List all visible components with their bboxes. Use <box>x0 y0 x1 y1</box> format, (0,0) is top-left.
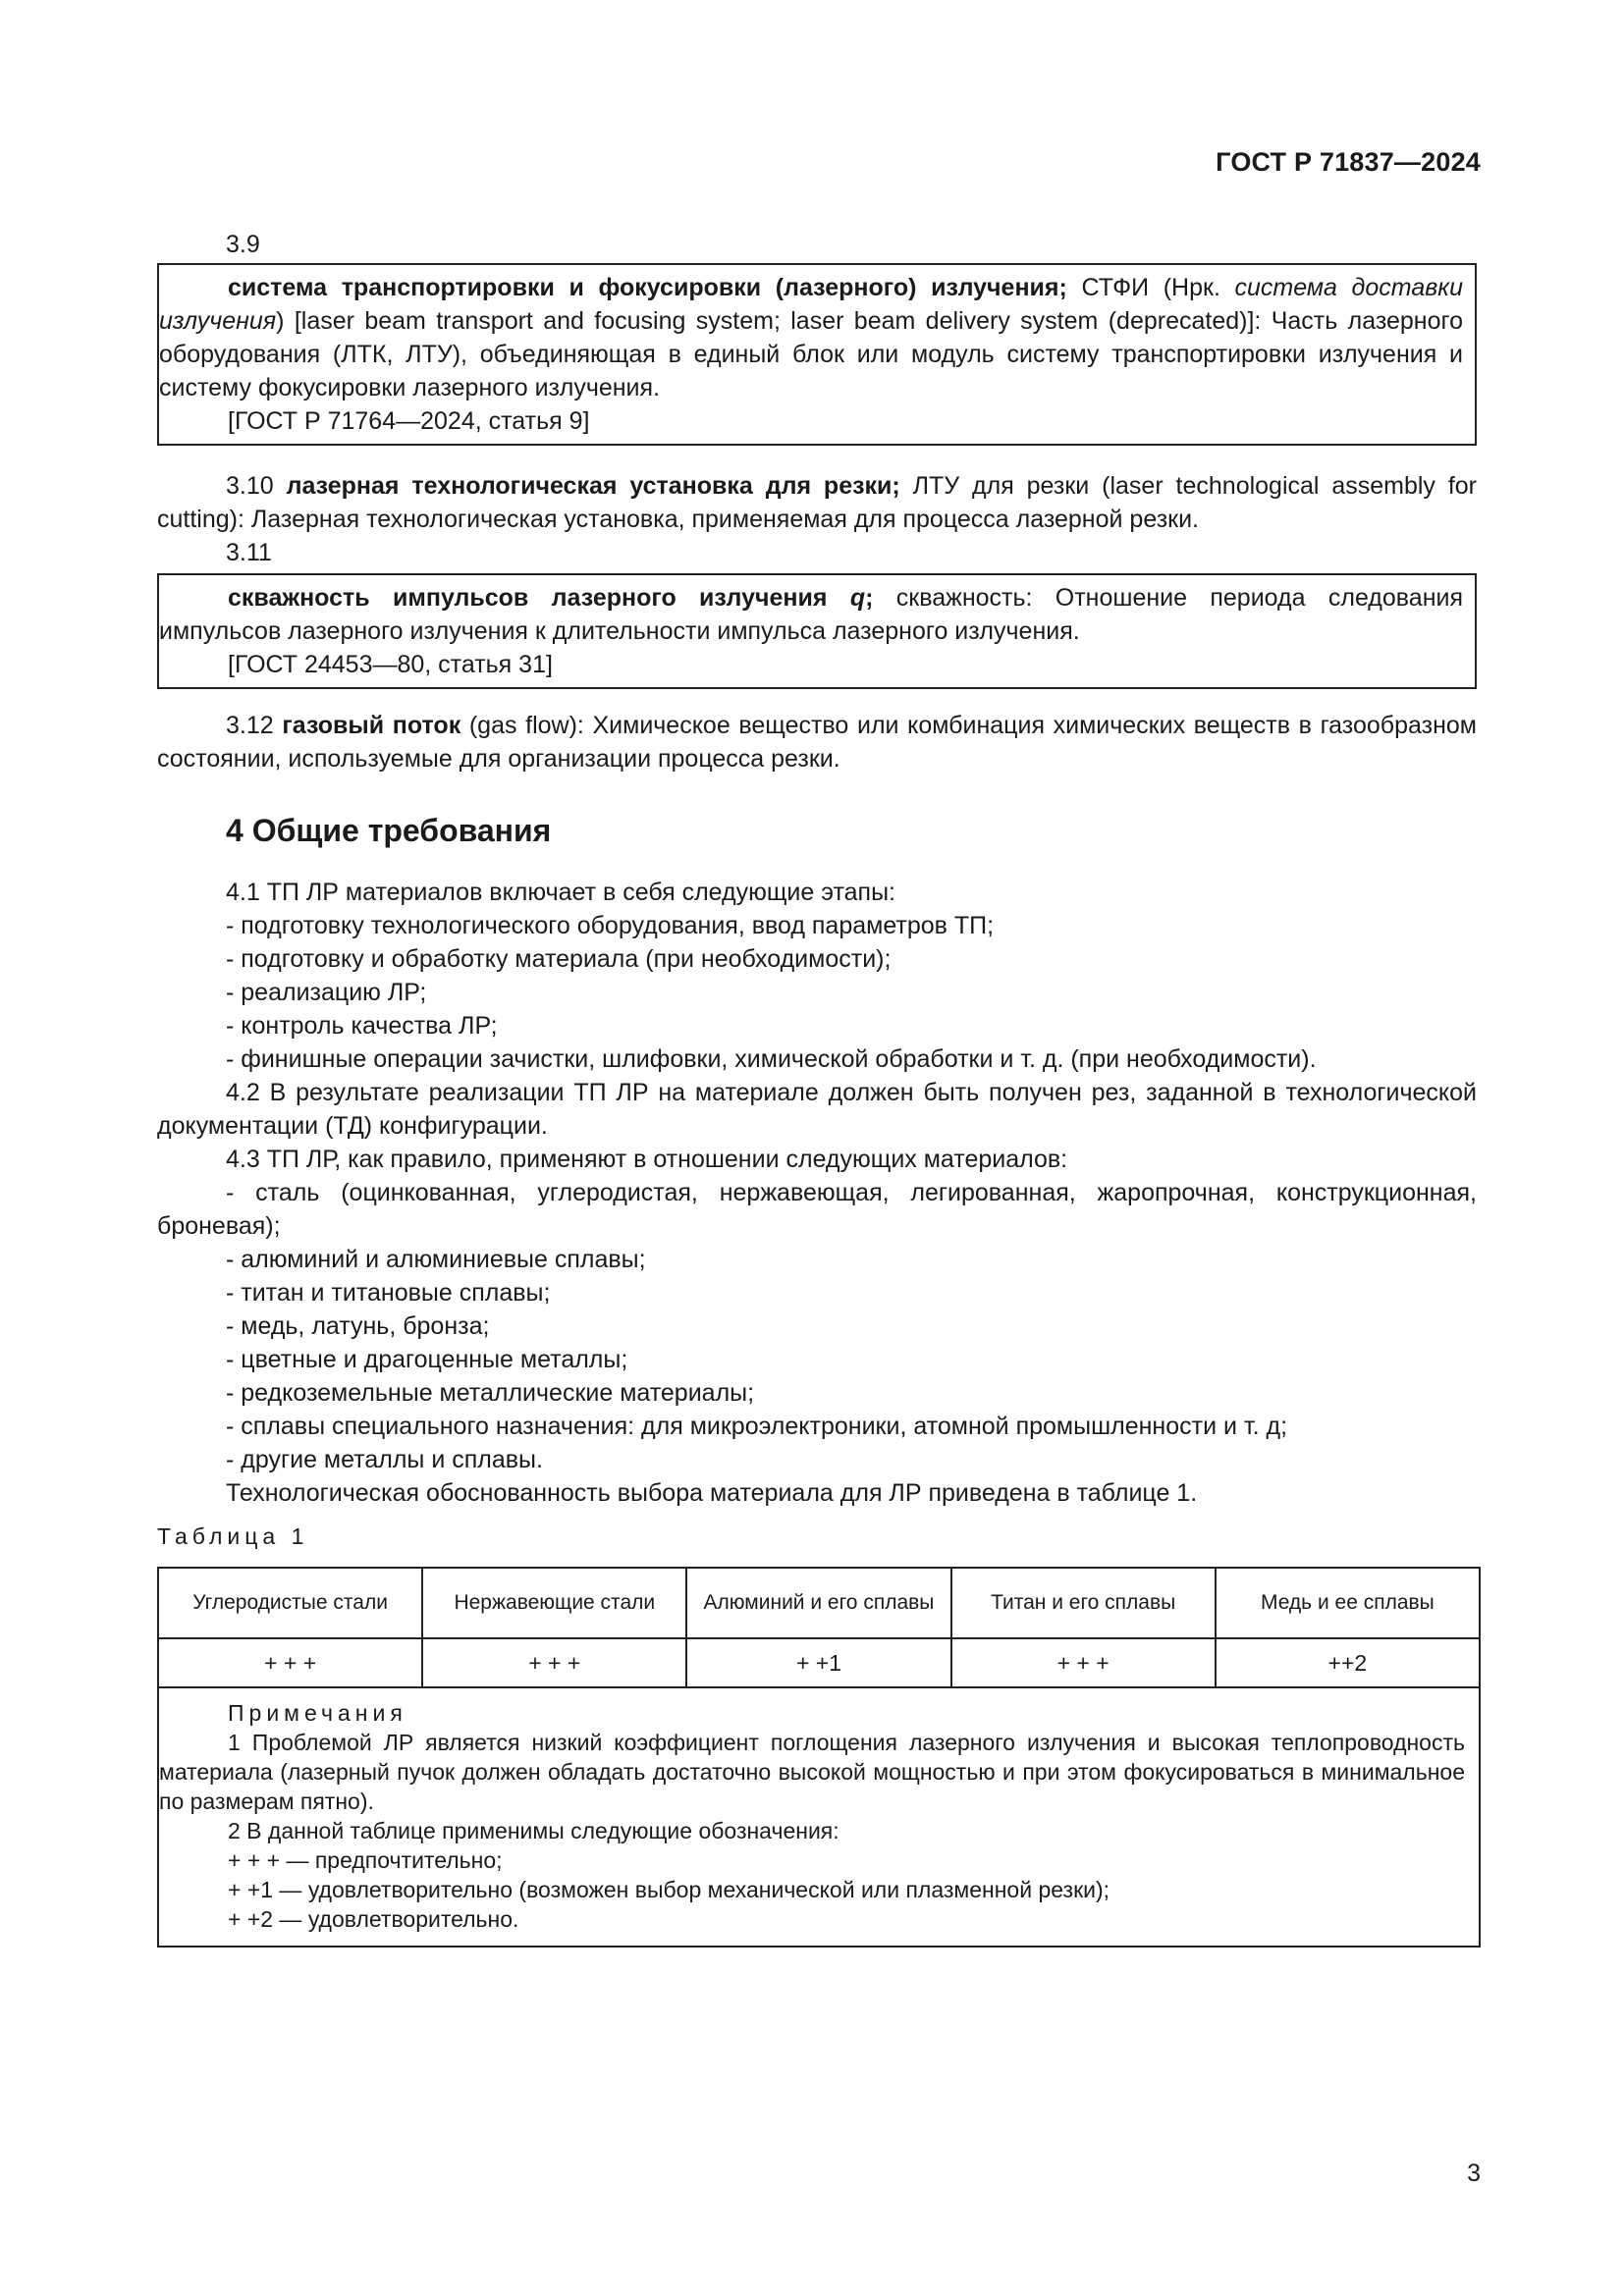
term-definition-3-12 <box>157 709 1477 775</box>
term-title-3-9: система транспортировки и фокусировки (лазерного) излучения; <box>228 274 1067 301</box>
list-item: - алюминий и алюминиевые сплавы; <box>226 1246 646 1273</box>
table-notes-row <box>158 1687 1480 1947</box>
list-item: - сталь (оцинкованная, углеродистая, нержавеющая, легированная, жаропрочная, конструкционная, броневая); <box>157 1179 1477 1240</box>
term-source-3-9: [ГОСТ Р 71764—2024, статья 9] <box>228 407 590 435</box>
table-reference-sentence: Технологическая обоснованность выбора материала для ЛР приведена в таблице 1. <box>226 1479 1198 1507</box>
table-cell: + + + <box>158 1638 422 1687</box>
paragraph-4-2: 4.2 В результате реализации ТП ЛР на материале должен быть получен рез, заданной в технологической документации (ТД) конфигурации. <box>157 1079 1477 1140</box>
list-item: - финишные операции зачистки, шлифовки, химической обработки и т. д. (при необходимости). <box>226 1045 1317 1073</box>
table-cell: + + + <box>422 1638 686 1687</box>
list-item: - другие металлы и сплавы. <box>226 1446 543 1473</box>
table-header-cell: Нержавеющие стали <box>422 1568 686 1638</box>
term-3-10 <box>157 469 1477 536</box>
term-title-3-12: газовый поток <box>282 712 461 739</box>
list-item: - подготовку и обработку материала (при необходимости); <box>226 945 892 973</box>
term-semicolon-3-11: ; <box>865 584 874 612</box>
term-abbr-3-9: СТФИ (Нрк. <box>1066 274 1235 301</box>
term-source-3-11: [ГОСТ 24453—80, статья 31] <box>228 651 553 678</box>
note-1: 1 Проблемой ЛР является низкий коэффициент поглощения лазерного излучения и высокая теплопроводность материала (лазерный пучок должен обладать достаточно высокой мощностью и при этом фокусироваться в минимальное по размерам пятно). <box>159 1730 1465 1814</box>
term-text-3-9: ) [laser beam transport and focusing system; laser beam delivery system (deprecated)]: Часть лазерного оборудования (ЛТК, ЛТУ), объединяющая в единый блок или модуль систему транспортировки излучения и систему фокусировки лазерного излучения. <box>159 307 1463 401</box>
table-header-cell: Медь и ее сплавы <box>1216 1568 1480 1638</box>
term-number-3-12: 3.12 <box>226 712 274 739</box>
list-item: - медь, латунь, бронза; <box>226 1312 490 1340</box>
paragraph-4-1: 4.1 ТП ЛР материалов включает в себя следующие этапы: <box>226 879 895 906</box>
table-header-cell: Алюминий и его сплавы <box>686 1568 950 1638</box>
term-text-3-11: скважность: Отношение периода следования импульсов лазерного излучения к длительности импульса лазерного излучения. <box>159 584 1463 645</box>
table-header-cell: Титан и его сплавы <box>951 1568 1216 1638</box>
table-header-row <box>158 1568 1480 1638</box>
list-item: - редкоземельные металлические материалы; <box>226 1379 755 1407</box>
term-definition-3-11 <box>159 581 1463 648</box>
list-item: - контроль качества ЛР; <box>226 1012 498 1040</box>
table-header-cell: Углеродистые стали <box>158 1568 422 1638</box>
note-2-line: + + + — предпочтительно; <box>228 1847 503 1873</box>
note-2-line: 2 В данной таблице применимы следующие обозначения: <box>228 1818 839 1843</box>
term-definition-3-9 <box>159 271 1463 404</box>
document-page <box>157 0 1481 2296</box>
table-caption: Таблица 1 <box>157 1523 309 1549</box>
list-item: - реализацию ЛР; <box>226 979 427 1006</box>
term-number-3-9: 3.9 <box>226 231 260 258</box>
term-definition-3-10 <box>157 469 1477 536</box>
list-item: - подготовку технологического оборудования, ввод параметров ТП; <box>226 912 995 939</box>
term-box-3-9 <box>157 263 1477 446</box>
table-cell: + + + <box>951 1638 1216 1687</box>
table-notes-cell <box>158 1687 1480 1947</box>
section-4-heading: 4 Общие требования <box>226 813 552 848</box>
term-number-3-11: 3.11 <box>226 539 272 566</box>
list-item: - цветные и драгоценные металлы; <box>226 1346 628 1373</box>
term-number-3-10: 3.10 <box>226 472 274 500</box>
term-3-12 <box>157 709 1477 775</box>
term-text-3-10: ЛТУ для резки (laser technological assembly for cutting): Лазерная технологическая установка, применяемая для процесса лазерной резки. <box>157 472 1477 533</box>
table-cell: + +1 <box>686 1638 950 1687</box>
term-title-3-11: скважность импульсов лазерного излучения <box>228 584 828 612</box>
section-4-body <box>157 876 1477 1510</box>
list-item: - титан и титановые сплавы; <box>226 1279 551 1307</box>
notes-title: Примечания <box>228 1700 407 1726</box>
materials-table <box>157 1567 1481 1948</box>
term-symbol-3-11: q <box>849 584 866 612</box>
paragraph-4-3: 4.3 ТП ЛР, как правило, применяют в отношении следующих материалов: <box>226 1146 1068 1173</box>
table-cell: ++2 <box>1216 1638 1480 1687</box>
term-title-3-10: лазерная технологическая установка для резки; <box>286 472 900 500</box>
note-2-line: + +1 — удовлетворительно (возможен выбор механической или плазменной резки); <box>228 1877 1110 1902</box>
term-box-3-11 <box>157 573 1477 689</box>
document-id-header: ГОСТ Р 71837—2024 <box>1216 147 1481 177</box>
page-number: 3 <box>1467 2160 1481 2187</box>
term-deprecated-3-9: система доставки излучения <box>159 274 1463 335</box>
table-row <box>158 1638 1480 1687</box>
note-2-line: + +2 — удовлетворительно. <box>228 1906 519 1932</box>
term-text-3-12: (gas flow): Химическое вещество или комбинация химических веществ в газообразном состоянии, используемые для организации процесса резки. <box>157 712 1477 773</box>
list-item: - сплавы специального назначения: для микроэлектроники, атомной промышленности и т. д; <box>226 1413 1288 1440</box>
